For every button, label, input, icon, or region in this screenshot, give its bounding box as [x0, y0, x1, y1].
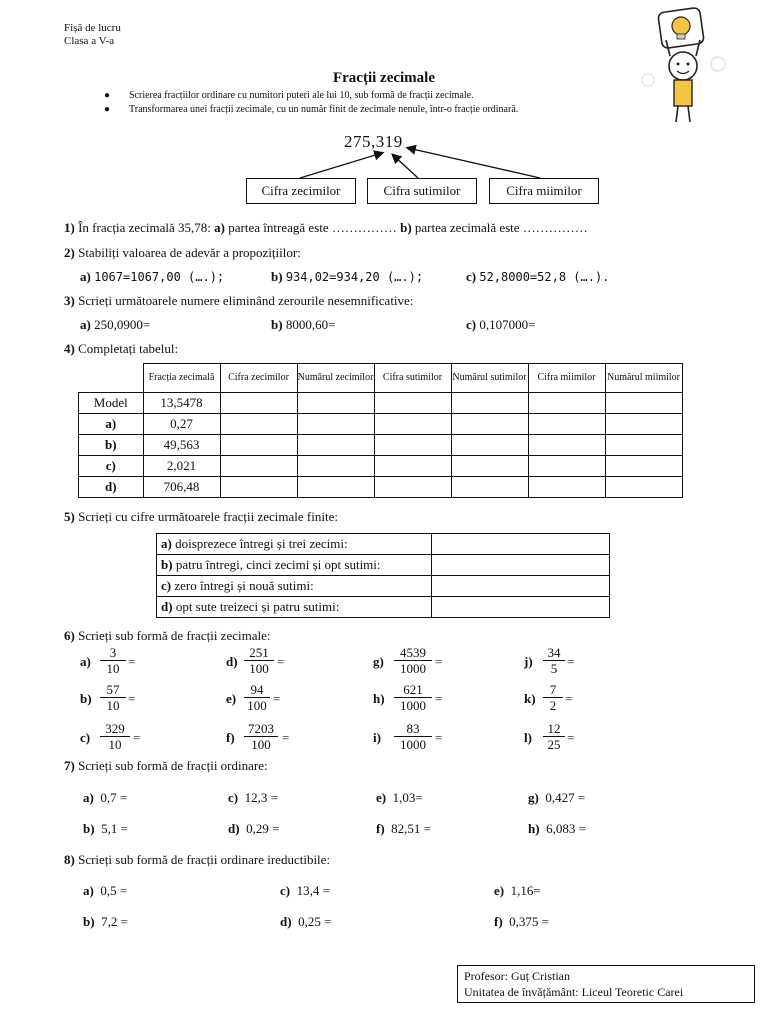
table-header-row — [79, 364, 683, 393]
table-row: d) opt sute treizeci și patru sutimi: — [157, 597, 610, 618]
q6-fraction: 4539 1000 — [394, 645, 432, 676]
q7-item: b) 5,1 = — [83, 821, 128, 836]
q7-item: a) 0,7 = — [83, 790, 128, 805]
q7-item: d) 0,29 = — [228, 821, 280, 836]
question-4: 4) Completați tabelul: — [64, 341, 179, 356]
q6-fraction: 251 100 — [244, 645, 274, 676]
question-6: 6) Scrieți sub formă de fracții zecimale: — [64, 628, 271, 643]
bullet-icon: ● — [104, 90, 111, 101]
q6-label: a) — [80, 654, 91, 669]
q6-label: e) — [226, 691, 237, 706]
bullet-icon: ● — [104, 104, 111, 115]
q2-item-c: c) 52,8000=52,8 (….). — [466, 269, 610, 284]
table-row: d) 706,48 — [79, 477, 683, 498]
teacher-name: Profesor: Guț Cristian — [464, 969, 570, 983]
teacher-info-box — [457, 965, 755, 1003]
q6-fraction: 57 10 — [100, 682, 126, 713]
table-header: Numărul zecimilor — [297, 364, 374, 393]
table-row: c) 2,021 — [79, 456, 683, 477]
q8-item: f) 0,375 = — [494, 914, 550, 929]
q6-label: f) — [226, 730, 235, 745]
q6-label: j) — [524, 654, 533, 669]
q3-item-c: c) 0,107000= — [466, 317, 536, 332]
header-line1: Fișă de lucru — [64, 22, 121, 34]
q6-fraction: 7 2 — [543, 682, 563, 713]
q7-item: g) 0,427 = — [528, 790, 586, 805]
q6-fraction: 621 1000 — [394, 682, 432, 713]
q8-item: c) 13,4 = — [280, 883, 330, 898]
table-header: Numărul sutimilor — [451, 364, 528, 393]
question-1: 1) În fracția zecimală 35,78: a) partea întreagă este …………… b) partea zecimală este …………… — [64, 220, 588, 235]
table-row: a) doisprezece întregi și trei zecimi: — [157, 534, 610, 555]
diagram-arrows — [0, 0, 768, 200]
q8-item: d) 0,25 = — [280, 914, 332, 929]
q6-label: h) — [373, 691, 385, 706]
q6-label: k) — [524, 691, 536, 706]
question-8: 8) Scrieți sub formă de fracții ordinare ireductibile: — [64, 852, 331, 867]
q6-fraction: 3 10 — [100, 645, 126, 676]
q2-item-a: a) 1067=1067,00 (….); — [80, 269, 225, 284]
school-name: Unitatea de învățământ: Liceul Teoretic Carei — [464, 985, 684, 999]
q3-item-a: a) 250,0900= — [80, 317, 151, 332]
q6-fraction: 34 5 — [543, 645, 565, 676]
q6-label: b) — [80, 691, 92, 706]
q6-label: c) — [80, 730, 91, 745]
page-title: Fracții zecimale — [332, 70, 436, 86]
question-3: 3) Scrieți următoarele numere eliminând zerourile nesemnificative: — [64, 293, 414, 308]
q7-item: h) 6,083 = — [528, 821, 586, 836]
table-row: b) 49,563 — [79, 435, 683, 456]
q8-item: a) 0,5 = — [83, 883, 128, 898]
q2-item-b: b) 934,02=934,20 (….); — [271, 269, 424, 284]
q6-label: g) — [373, 654, 384, 669]
q6-fraction: 83 1000 — [394, 721, 432, 752]
q6-label: d) — [226, 654, 238, 669]
table-header: Cifra miimilor — [528, 364, 605, 393]
question-2: 2) Stabiliți valoarea de adevăr a propozițiilor: — [64, 245, 301, 260]
diagram-number: 275,319 — [344, 132, 403, 151]
q3-item-b: b) 8000,60= — [271, 317, 336, 332]
table-header: Fracția zecimală — [143, 364, 220, 393]
table-row: c) zero întregi și nouă sutimi: — [157, 576, 610, 597]
q4-table — [78, 363, 683, 498]
question-5: 5) Scrieți cu cifre următoarele fracții zecimale finite: — [64, 509, 338, 524]
table-row: b) patru întregi, cinci zecimi și opt sutimi: — [157, 555, 610, 576]
q7-item: e) 1,03= — [376, 790, 423, 805]
table-header: Numărul miimilor — [605, 364, 682, 393]
q8-item: e) 1,16= — [494, 883, 541, 898]
box-cifra-zecimilor: Cifra zecimilor — [246, 178, 356, 204]
q7-item: c) 12,3 = — [228, 790, 278, 805]
q6-fraction: 7203 100 — [244, 721, 278, 752]
table-header: Cifra sutimilor — [374, 364, 451, 393]
table-row: a) 0,27 — [79, 414, 683, 435]
table-row: Model 13,5478 — [79, 393, 683, 414]
q6-fraction: 12 25 — [543, 721, 565, 752]
question-7: 7) Scrieți sub formă de fracții ordinare: — [64, 758, 268, 773]
header-line2: Clasa a V-a — [64, 35, 115, 47]
box-cifra-sutimilor: Cifra sutimilor — [367, 178, 477, 204]
q5-table — [156, 533, 610, 618]
q6-fraction: 329 10 — [100, 721, 130, 752]
q7-item: f) 82,51 = — [376, 821, 432, 836]
q6-label: l) — [524, 730, 532, 745]
q8-item: b) 7,2 = — [83, 914, 128, 929]
box-cifra-miimilor: Cifra miimilor — [489, 178, 599, 204]
q6-fraction: 94 100 — [244, 682, 270, 713]
q6-label: i) — [373, 730, 381, 745]
table-header: Cifra zecimilor — [220, 364, 297, 393]
